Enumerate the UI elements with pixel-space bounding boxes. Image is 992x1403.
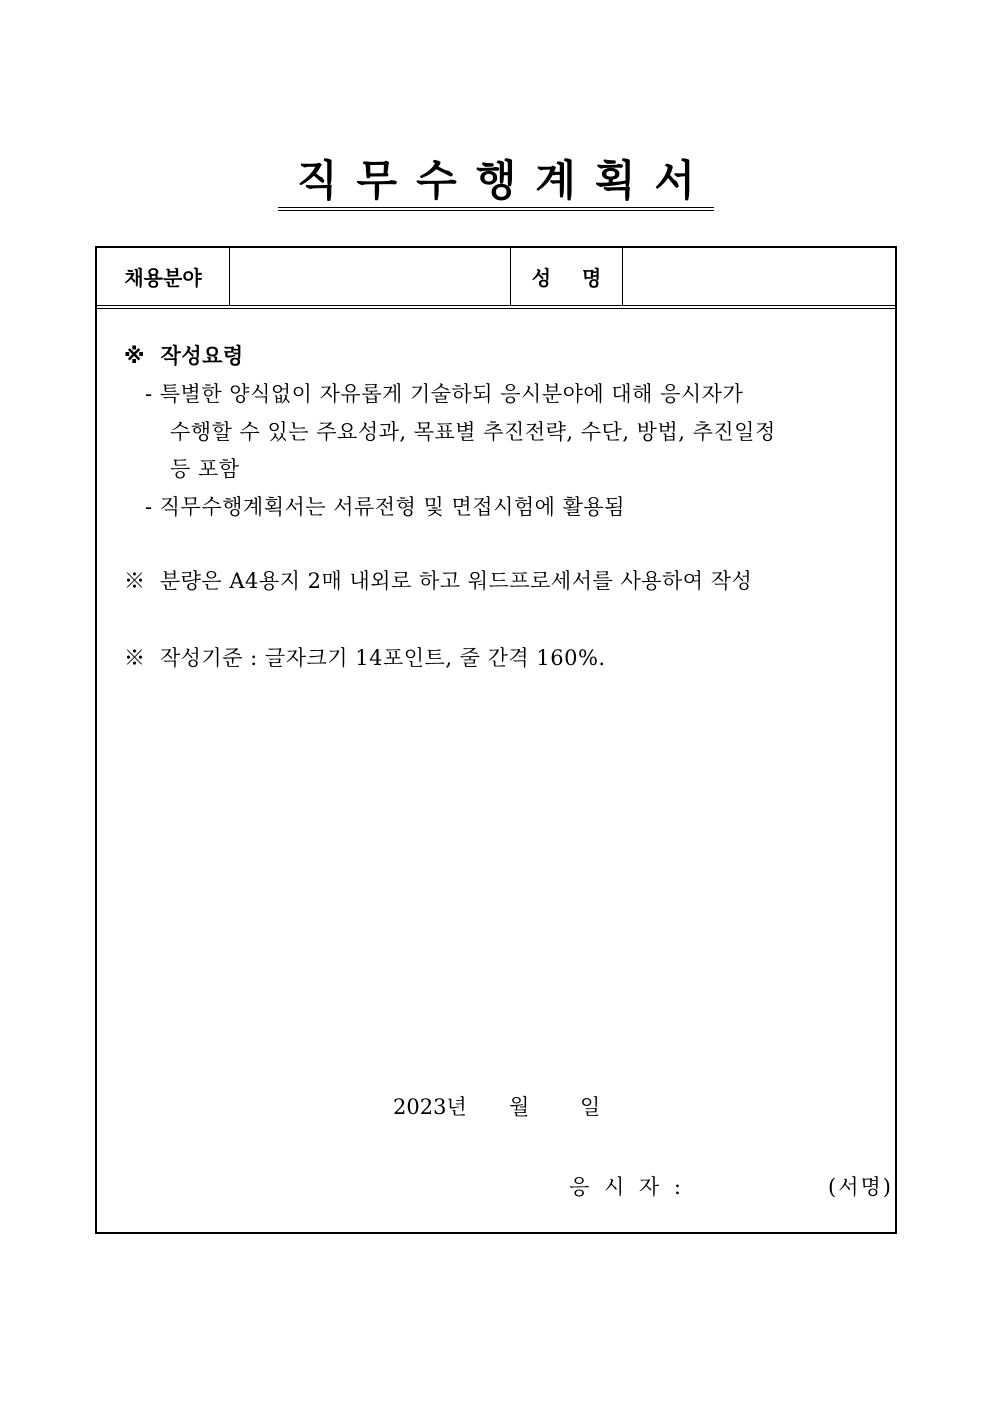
signature-label[interactable]: (서명) <box>828 1175 893 1199</box>
reference-mark: ※ <box>124 646 146 670</box>
name-value-input[interactable] <box>624 248 895 305</box>
header-row <box>97 248 895 309</box>
guide-heading-text: 작성요령 <box>160 344 244 368</box>
document-title-wrap <box>0 155 992 211</box>
field-label: 채용분야 <box>97 248 230 305</box>
bullet1-line2: 수행할 수 있는 주요성과, 목표별 추진전략, 수단, 방법, 추진일정 <box>170 420 776 444</box>
note-quantity <box>124 563 752 600</box>
date-year: 2023년 <box>393 1095 467 1119</box>
note-quantity-text: 분량은 A4용지 2매 내외로 하고 워드프로세서를 사용하여 작성 <box>159 569 753 593</box>
date-month: 월 <box>509 1095 530 1119</box>
bullet1-line1: - 특별한 양식없이 자유롭게 기술하되 응시분야에 대해 응시자가 <box>145 382 744 406</box>
name-label: 성 명 <box>511 248 623 305</box>
bullet1-line3: 등 포함 <box>170 457 240 481</box>
field-value-input[interactable] <box>230 248 511 305</box>
guide-heading <box>124 338 244 375</box>
note-format <box>124 640 606 677</box>
reference-mark: ※ <box>124 344 145 368</box>
reference-mark: ※ <box>124 569 146 593</box>
date-day: 일 <box>580 1095 601 1119</box>
note-format-text: 작성기준 : 글자크기 14포인트, 줄 간격 160%. <box>159 646 606 670</box>
document-title: 직무수행계획서 <box>278 155 714 211</box>
form-frame <box>95 246 897 1234</box>
applicant-label: 응 시 자 : <box>569 1175 685 1199</box>
bullet2: - 직무수행계획서는 서류전형 및 면접시험에 활용됨 <box>145 495 625 519</box>
